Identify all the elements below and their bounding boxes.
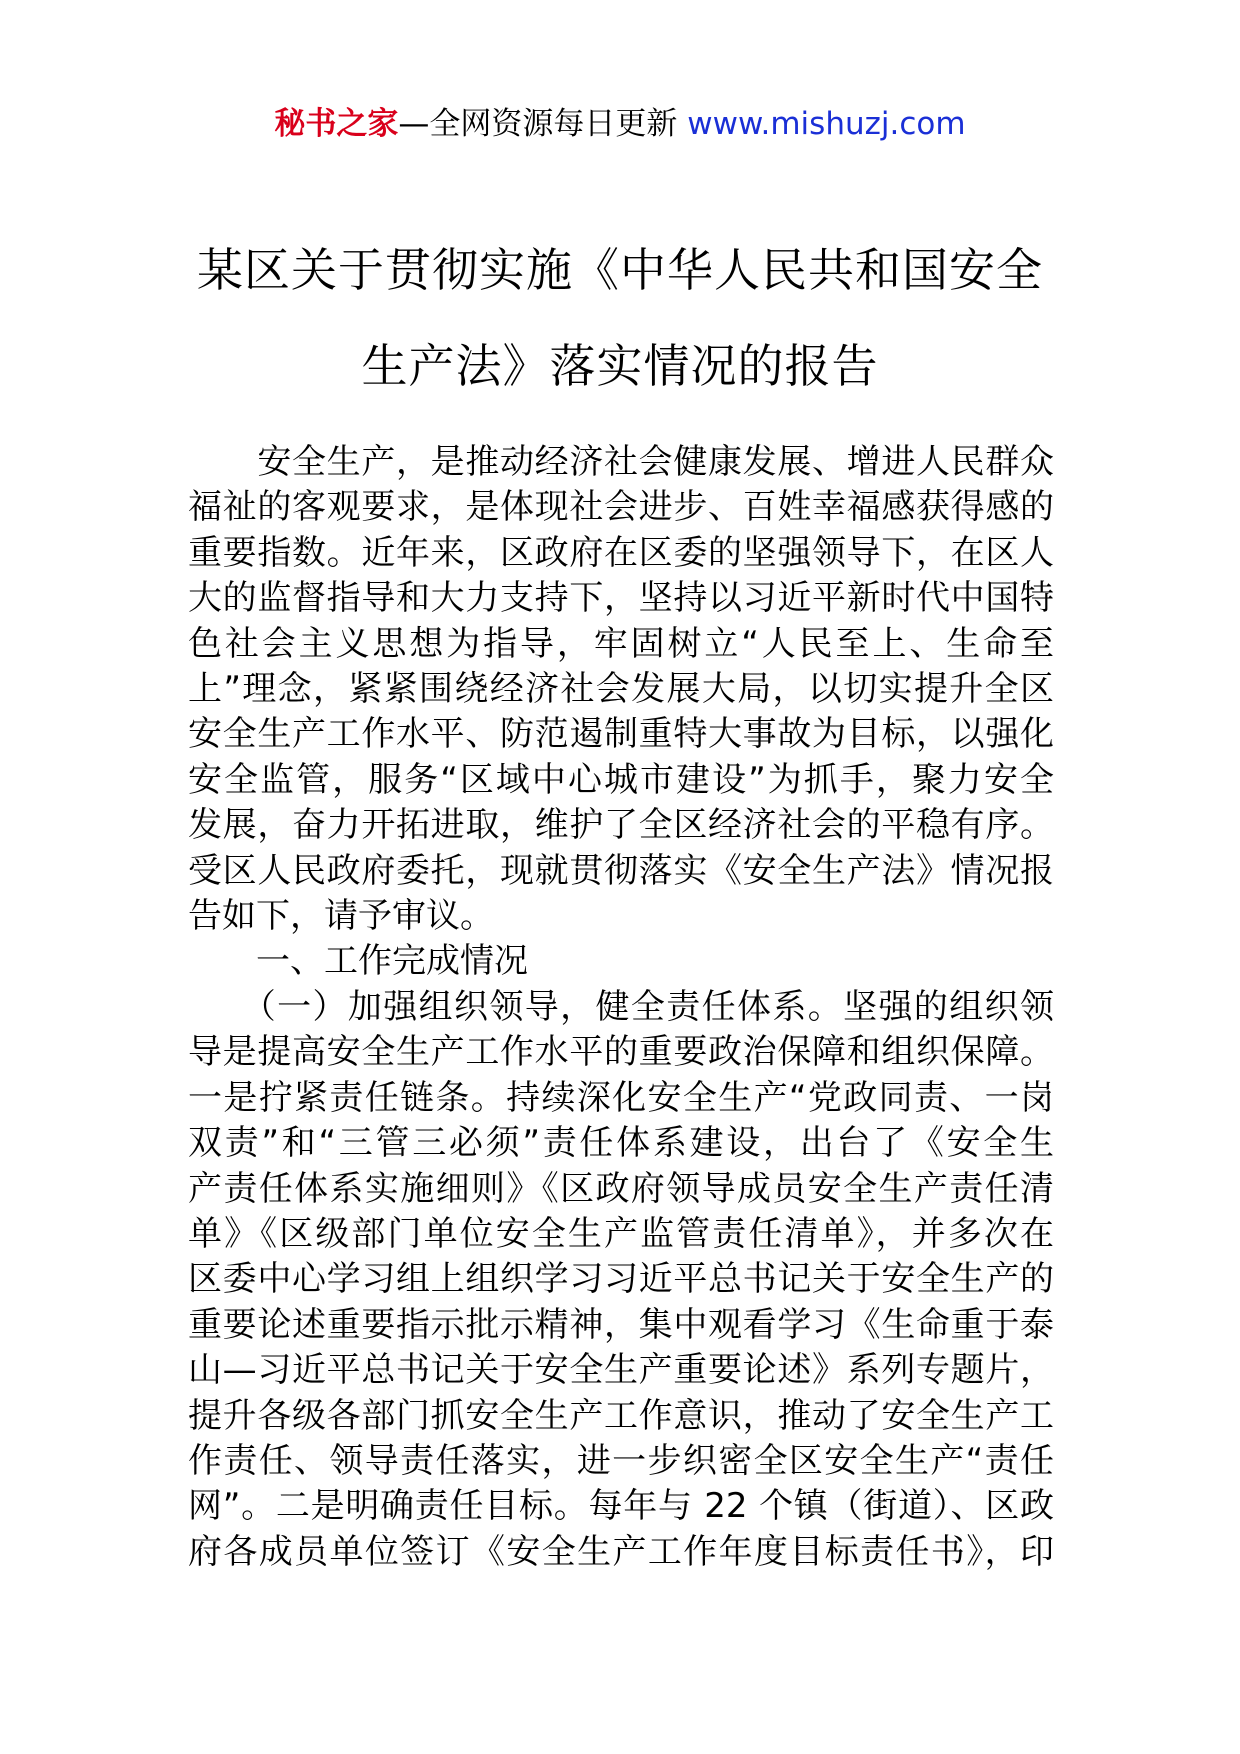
body-line: 告如下，请予审议。	[188, 896, 494, 937]
site-url-link[interactable]: www.mishuzj.com	[687, 106, 966, 142]
body-line: 安全生产，是推动经济社会健康发展、增进人民群众	[188, 442, 1054, 482]
body-line: 发展，奋力开拓进取，维护了全区经济社会的平稳有序。	[188, 805, 1054, 846]
body-line: 网”。二是明确责任目标。每年与 22 个镇（街道）、区政	[188, 1486, 1054, 1527]
body-line: 府各成员单位签订《安全生产工作年度目标责任书》，印	[188, 1531, 1054, 1572]
document-body	[188, 440, 1054, 1575]
body-line: 上”理念，紧紧围绕经济社会发展大局，以切实提升全区	[188, 669, 1054, 710]
body-line: 一是拧紧责任链条。持续深化安全生产“党政同责、一岗	[188, 1077, 1054, 1118]
body-line: 福祉的客观要求，是体现社会进步、百姓幸福感获得感的	[188, 487, 1054, 528]
body-line: 重要指数。近年来，区政府在区委的坚强领导下，在区人	[188, 532, 1054, 573]
body-line: 色社会主义思想为指导，牢固树立“人民至上、生命至	[188, 623, 1054, 664]
body-line: 一、工作完成情况	[188, 941, 528, 982]
site-header	[0, 104, 1240, 144]
body-line: 产责任体系实施细则》《区政府领导成员安全生产责任清	[188, 1168, 1054, 1209]
body-line: 提升各级各部门抓安全生产工作意识，推动了安全生产工	[188, 1395, 1054, 1436]
body-line: 重要论述重要指示批示精神，集中观看学习《生命重于泰	[188, 1304, 1054, 1345]
body-line: 受区人民政府委托，现就贯彻落实《安全生产法》情况报	[188, 850, 1054, 891]
header-tagline: —全网资源每日更新	[398, 106, 688, 142]
body-line: 大的监督指导和大力支持下，坚持以习近平新时代中国特	[188, 578, 1054, 619]
body-line: （一）加强组织领导，健全责任体系。坚强的组织领	[188, 986, 1054, 1027]
document-title	[140, 222, 1100, 414]
title-line: 某区关于贯彻实施《中华人民共和国安全	[197, 243, 1043, 297]
body-line: 山—习近平总书记关于安全生产重要论述》系列专题片，	[188, 1350, 1054, 1391]
title-line: 生产法》落实情况的报告	[361, 339, 879, 393]
body-line: 作责任、领导责任落实，进一步织密全区安全生产“责任	[188, 1440, 1054, 1481]
body-line: 安全监管，服务“区域中心城市建设”为抓手，聚力安全	[188, 759, 1054, 800]
body-line: 双责”和“三管三必须”责任体系建设，出台了《安全生	[188, 1123, 1054, 1164]
body-line: 安全生产工作水平、防范遏制重特大事故为目标，以强化	[188, 714, 1054, 755]
body-line: 单》《区级部门单位安全生产监管责任清单》，并多次在	[188, 1213, 1054, 1254]
body-line: 区委中心学习组上组织学习习近平总书记关于安全生产的	[188, 1259, 1054, 1300]
body-line: 导是提高安全生产工作水平的重要政治保障和组织保障。	[188, 1032, 1054, 1073]
brand-name: 秘书之家	[274, 106, 399, 142]
